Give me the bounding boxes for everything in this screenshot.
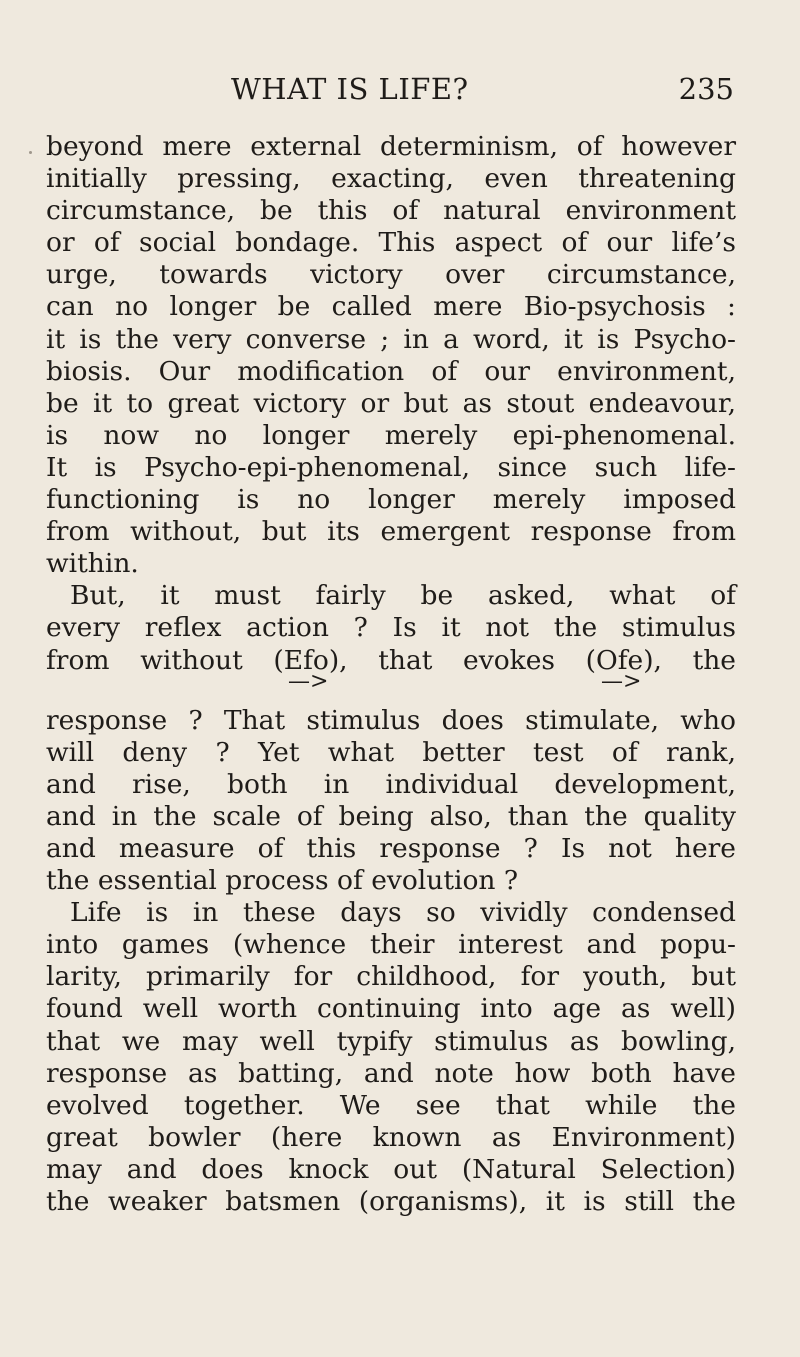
text-line: into games (whence their interest and popu- <box>46 929 736 961</box>
text-line: biosis. Our modification of our environment, <box>46 355 736 387</box>
text-line: beyond mere external determinism, of however <box>46 131 736 162</box>
vector-arrows <box>46 668 736 705</box>
text-line: the essential process of evolution ? <box>46 865 519 897</box>
text-line: circumstance, be this of natural environment <box>46 195 736 227</box>
text-line: urge, towards victory over circumstance, <box>46 259 736 291</box>
page-header <box>0 72 800 112</box>
text-line: But, it must fairly be asked, what of <box>70 580 736 612</box>
text-line: response ? That stimulus does stimulate, who <box>46 704 736 736</box>
text-line: found well worth continuing into age as well) <box>46 993 736 1025</box>
text-line: response as batting, and note how both have <box>46 1057 736 1089</box>
margin-mark <box>29 151 32 154</box>
text-line: will deny ? Yet what better test of rank, <box>46 736 736 768</box>
text-line: from without, but its emergent response from <box>46 516 736 548</box>
running-title: WHAT IS LIFE? <box>231 72 469 106</box>
text-line: is now no longer merely epi-phenomenal. <box>46 419 736 451</box>
body-text <box>46 131 736 1218</box>
text-line: functioning is no longer merely imposed <box>46 484 736 516</box>
text-line: every reflex action ? Is it not the stimulus <box>46 612 736 644</box>
text-line: initially pressing, exacting, even threatening <box>46 163 736 195</box>
page-number: 235 <box>678 72 734 106</box>
text-line: from without (Efo), that evokes (Ofe), the <box>46 644 736 676</box>
text-line: and in the scale of being also, than the quality <box>46 800 736 832</box>
text-line: that we may well typify stimulus as bowling, <box>46 1025 736 1057</box>
text-line: within. <box>46 548 139 580</box>
text-line: be it to great victory or but as stout endeavour, <box>46 387 736 419</box>
arrow-efo: —> <box>288 668 329 694</box>
text-line: and rise, both in individual development, <box>46 768 736 800</box>
text-line: larity, primarily for childhood, for youth, but <box>46 961 736 993</box>
arrow-ofe: —> <box>601 668 642 694</box>
text-line: and measure of this response ? Is not here <box>46 832 736 864</box>
text-line: or of social bondage. This aspect of our life’s <box>46 227 736 259</box>
text-line: Life is in these days so vividly condensed <box>70 897 736 929</box>
text-line: can no longer be called mere Bio-psychosis : <box>46 291 736 323</box>
text-line: great bowler (here known as Environment) <box>46 1121 736 1153</box>
text-line: evolved together. We see that while the <box>46 1089 736 1121</box>
text-line: it is the very converse ; in a word, it is Psycho- <box>46 323 736 355</box>
text-line: may and does knock out (Natural Selection) <box>46 1153 736 1185</box>
text-line: It is Psycho-epi-phenomenal, since such life- <box>46 451 736 483</box>
text-line: the weaker batsmen (organisms), it is still the <box>46 1186 736 1217</box>
